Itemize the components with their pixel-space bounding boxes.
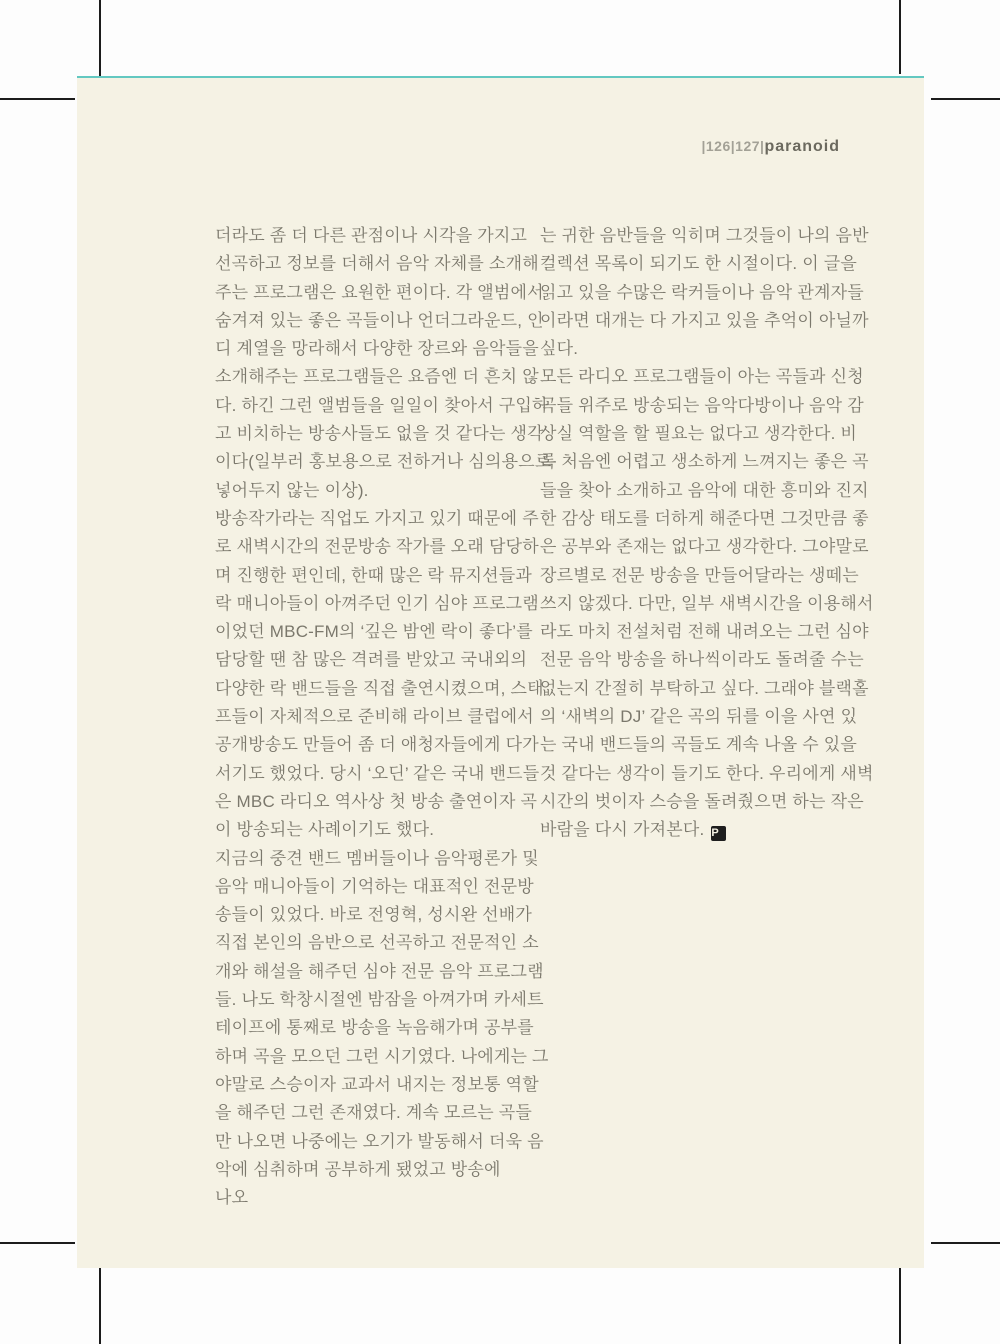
- text-line: 지금의 중견 밴드 멤버들이나 음악평론가 및: [215, 848, 539, 868]
- crop-mark-bottom-right-horizontal: [931, 1242, 1000, 1244]
- text-line: 방송작가라는 직업도 가지고 있기 때문에 주: [215, 508, 539, 528]
- text-line: 바람을 다시 가져본다. P: [540, 816, 851, 844]
- text-line: 는 국내 밴드들의 곡들도 계속 나올 수 있을: [540, 735, 858, 755]
- page-numbers: |126|127|: [701, 138, 765, 154]
- text-line: 라도 마치 전설처럼 전해 내려오는 그런 심야: [540, 622, 869, 642]
- text-line: 장르별로 전문 방송을 만들어달라는 생떼는: [540, 565, 859, 585]
- text-line: 들을 찾아 소개하고 음악에 대한 흥미와 진지: [540, 480, 869, 500]
- text-line: 읽고 있을 수많은 락커들이나 음악 관계자들: [540, 282, 864, 302]
- crop-mark-top-left-horizontal: [0, 98, 75, 100]
- text-line: 컬렉션 목록이 되기도 한 시절이다. 이 글을: [540, 254, 858, 274]
- text-line: 디 계열을 망라해서 다양한 장르와 음악들을: [215, 339, 539, 359]
- crop-mark-bottom-left-horizontal: [0, 1242, 75, 1244]
- text-line: 것 같다는 생각이 들기도 한다. 우리에게 새벽: [540, 763, 874, 783]
- text-line: 더라도 좀 더 다른 관점이나 시각을 가지고: [215, 226, 528, 245]
- text-line: 시간의 벗이자 스승을 돌려줬으면 하는 작은: [540, 791, 864, 811]
- text-line: 들. 나도 학창시절엔 밤잠을 아껴가며 카세트: [215, 990, 544, 1010]
- crop-mark-top-right-vertical: [899, 0, 901, 74]
- text-line: 하며 곡을 모으던 그런 시기였다. 나에게는 그: [215, 1046, 549, 1066]
- crop-mark-top-left-vertical: [99, 0, 101, 77]
- text-line: 로 새벽시간의 전문방송 작가를 오래 담당하: [215, 537, 539, 557]
- paranoid-end-mark-icon: P: [711, 826, 726, 841]
- text-line: 의 ‘새벽의 DJ’ 같은 곡의 뒤를 이을 사연 있: [540, 707, 858, 727]
- text-line: 주는 프로그램은 요원한 편이다. 각 앨범에서: [215, 282, 544, 302]
- text-column-left: [215, 222, 552, 1208]
- text-line: 한 감상 태도를 더하게 해준다면 그것만큼 좋: [540, 508, 869, 528]
- text-line: 다양한 락 밴드들을 직접 출연시켰으며, 스태: [215, 678, 544, 698]
- text-line: 담당할 땐 참 많은 격려를 받았고 국내외의: [215, 650, 528, 670]
- text-line: 프들이 자체적으로 준비해 라이브 클럽에서: [215, 707, 534, 727]
- text-line: 송들이 있었다. 바로 전영혁, 성시완 선배가: [215, 905, 533, 925]
- crop-mark-bottom-left-vertical: [99, 1268, 101, 1344]
- text-line: 록 처음엔 어렵고 생소하게 느껴지는 좋은 곡: [540, 452, 869, 472]
- crop-mark-top-right-horizontal: [931, 98, 1000, 100]
- text-line: 숨겨져 있는 좋은 곡들이나 언더그라운드, 인: [215, 310, 544, 330]
- text-line: 개와 해설을 해주던 심야 전문 음악 프로그램: [215, 961, 544, 981]
- magazine-logo: paranoid: [764, 138, 840, 155]
- text-line: 이다(일부러 홍보용으로 전하거나 심의용으로: [215, 452, 552, 472]
- text-line: 락 매니아들이 아껴주던 인기 심야 프로그램: [215, 593, 539, 613]
- page-header: [701, 138, 840, 156]
- text-line: 이라면 대개는 다 가지고 있을 추억이 아닐까: [540, 310, 869, 330]
- text-line: 소개해주는 프로그램들은 요즘엔 더 흔치 않: [215, 367, 539, 387]
- crop-mark-bottom-right-vertical: [899, 1268, 901, 1344]
- article-body: [215, 222, 874, 1208]
- text-line: 테이프에 통째로 방송을 녹음해가며 공부를: [215, 1018, 534, 1038]
- text-line: 야말로 스승이자 교과서 내지는 정보통 역할: [215, 1074, 539, 1094]
- text-line: 은 MBC 라디오 역사상 첫 방송 출연이자 곡: [215, 791, 538, 811]
- text-line: 은 공부와 존재는 없다고 생각한다. 그야말로: [540, 537, 869, 557]
- text-line: 이었던 MBC-FM의 ‘깊은 밤엔 락이 좋다’를: [215, 622, 533, 642]
- text-line: 싶다.: [540, 339, 579, 359]
- text-line: 쓰지 않겠다. 다만, 일부 새벽시간을 이용해서: [540, 593, 874, 613]
- text-line: 며 진행한 편인데, 한때 많은 락 뮤지션들과: [215, 565, 533, 585]
- text-line: 공개방송도 만들어 좀 더 애청자들에게 다가: [215, 735, 539, 755]
- text-line: 고 비치하는 방송사들도 없을 것 같다는 생각: [215, 424, 544, 444]
- magazine-page: [77, 76, 924, 1268]
- text-line: 전문 음악 방송을 하나씩이라도 돌려줄 수는: [540, 650, 864, 670]
- text-line: 곡들 위주로 방송되는 음악다방이나 음악 감: [540, 395, 864, 415]
- text-line: 없는지 간절히 부탁하고 싶다. 그래야 블랙홀: [540, 678, 869, 698]
- text-line: 직접 본인의 음반으로 선곡하고 전문적인 소: [215, 933, 539, 953]
- text-line: 악에 심취하며 공부하게 됐었고 방송에 나오: [215, 1159, 501, 1208]
- text-line: 선곡하고 정보를 더해서 음악 자체를 소개해: [215, 254, 539, 274]
- text-line: 을 해주던 그런 존재였다. 계속 모르는 곡들: [215, 1103, 533, 1123]
- text-line: 넣어두지 않는 이상).: [215, 480, 369, 500]
- text-line: 상실 역할을 할 필요는 없다고 생각한다. 비: [540, 424, 858, 444]
- text-line: 모든 라디오 프로그램들이 아는 곡들과 신청: [540, 367, 864, 387]
- text-line: 음악 매니아들이 기억하는 대표적인 전문방: [215, 876, 534, 896]
- text-line: 서기도 했었다. 당시 ‘오딘’ 같은 국내 밴드들: [215, 763, 540, 783]
- text-line: 만 나오면 나중에는 오기가 발동해서 더욱 음: [215, 1131, 544, 1151]
- text-column-right: [540, 222, 874, 1184]
- text-line: 이 방송되는 사례이기도 했다.: [215, 820, 435, 840]
- text-line: 다. 하긴 그런 앨범들을 일일이 찾아서 구입하: [215, 395, 549, 415]
- text-line: 는 귀한 음반들을 익히며 그것들이 나의 음반: [540, 226, 869, 245]
